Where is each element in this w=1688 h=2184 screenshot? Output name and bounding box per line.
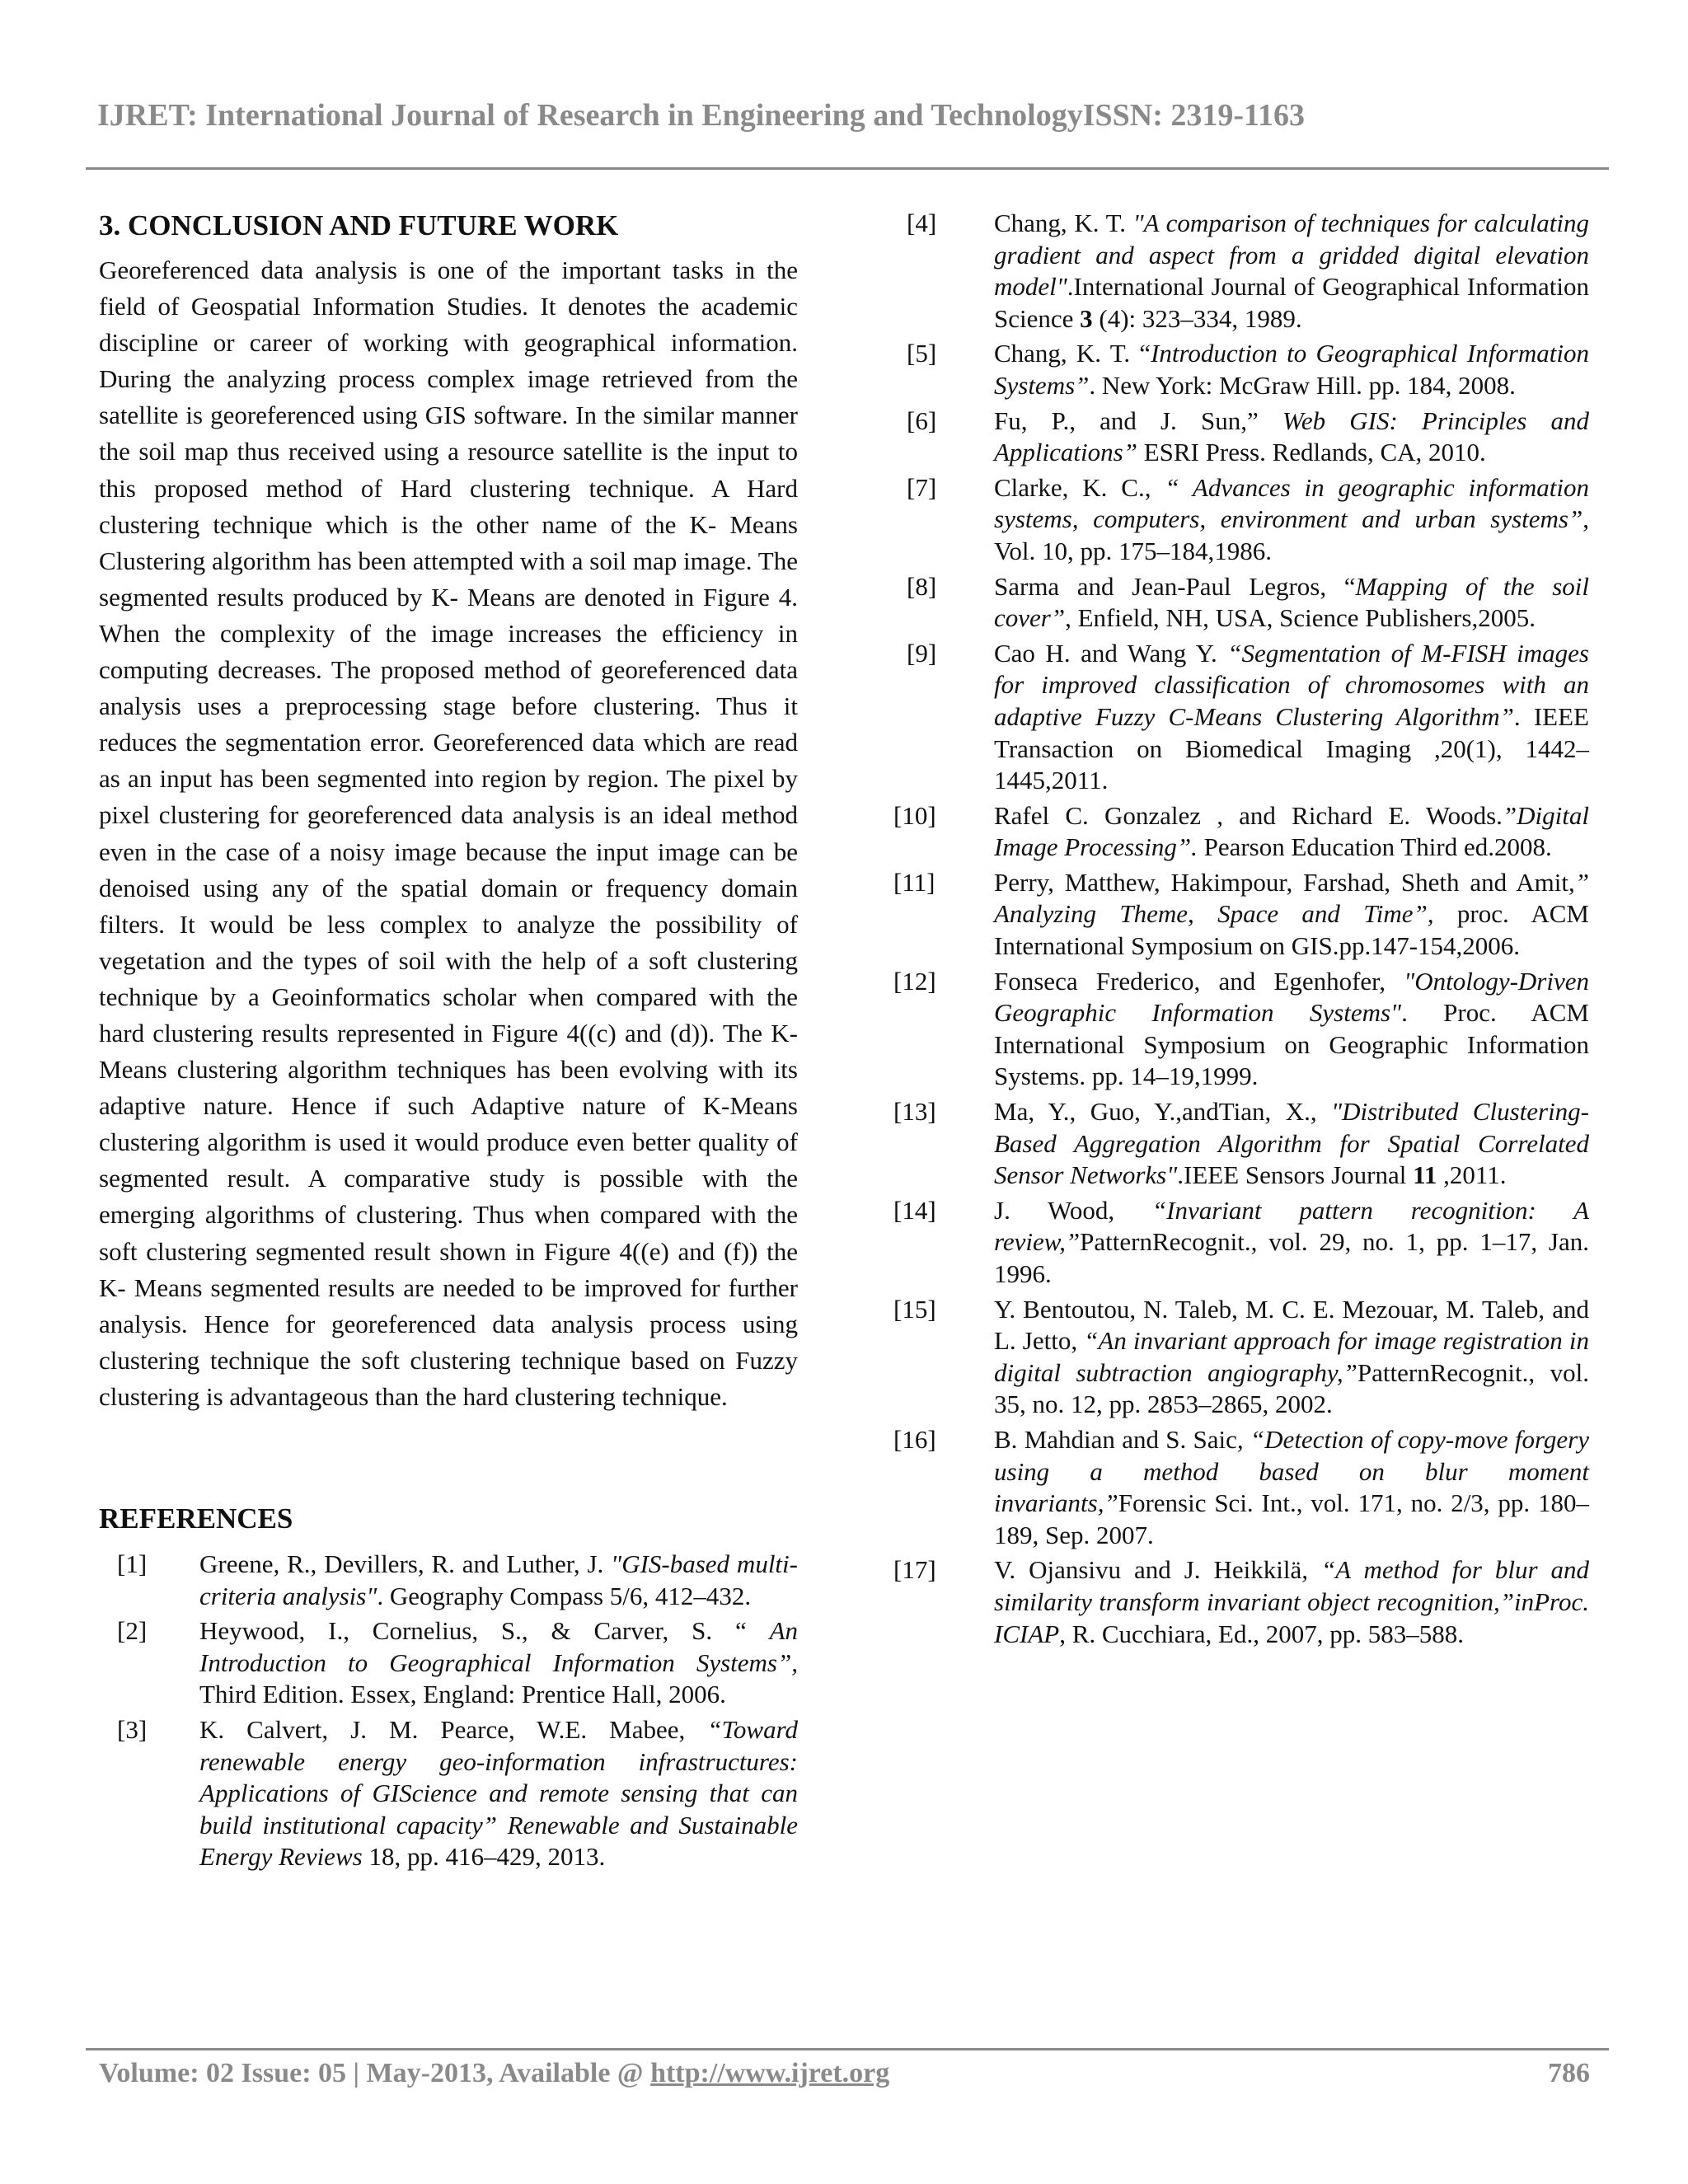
reference-title: “Segmentation of M-FISH images for improved classification of chromosomes with an adaptive Fuzzy C-Means Clustering Algorithm”	[994, 638, 1589, 731]
reference-text	[994, 1425, 1589, 1549]
reference-segment: 18, pp. 416–429, 2013.	[362, 1842, 606, 1872]
reference-segment: . Proc. ACM International Symposium on Geographic Information Systems. pp. 14–19,1999.	[994, 998, 1589, 1091]
reference-segment: . New York: McGraw Hill. pp. 184, 2008.	[1089, 370, 1516, 400]
reference-number: [15]	[893, 1294, 936, 1324]
reference-item	[895, 208, 1589, 335]
reference-item	[895, 966, 1589, 1093]
reference-segment: Y. Bentoutou, N. Taleb, M. C. E. Mezouar, M. Taleb, and L. Jetto,	[994, 1294, 1589, 1356]
reference-title: ” Analyzing Theme, Space and Time”,	[994, 867, 1589, 929]
section-heading: 3. CONCLUSION AND FUTURE WORK	[99, 209, 619, 241]
footer-volume	[99, 2058, 889, 2089]
reference-title: , “Detection of copy-move forgery using a method based on blur moment invariants,”	[994, 1424, 1589, 1518]
reference-text	[199, 1616, 798, 1708]
reference-segment: ,2011.	[1437, 1160, 1507, 1190]
reference-segment: Fonseca Frederico, and Egenhofer,	[994, 966, 1404, 996]
reference-title: “Invariant pattern recognition: A review,”	[994, 1195, 1590, 1257]
reference-segment: J. Wood,	[994, 1195, 1152, 1225]
reference-number: [12]	[893, 966, 936, 996]
reference-number: [7]	[907, 472, 937, 502]
reference-segment: Sarma and Jean-Paul Legros, “	[994, 571, 1356, 601]
reference-item	[99, 1714, 798, 1873]
reference-title: Mapping of the soil cover”	[994, 571, 1589, 633]
reference-segment: Forensic Sci. Int., vol. 171, no. 2/3, pp. 180–189, Sep. 2007.	[994, 1488, 1589, 1549]
reference-number: [17]	[893, 1555, 936, 1585]
reference-segment: . Geography Compass 5/6, 412–432.	[377, 1581, 752, 1610]
reference-text	[994, 209, 1589, 333]
reference-volume: 3	[1080, 303, 1093, 333]
reference-segment: proc. ACM International Symposium on GIS.pp.147-154,2006.	[994, 899, 1589, 961]
reference-segment: . IEEE Transaction on Biomedical Imaging ,20(1), 1442–1445,2011.	[994, 701, 1589, 795]
reference-segment: Chang, K. T. “	[994, 339, 1151, 368]
reference-segment: V. Ojansivu and J. Heikkilä	[994, 1555, 1302, 1585]
reference-segment: (4): 323–334, 1989.	[1092, 303, 1302, 333]
reference-segment: .International Journal of Geographical Information Science	[994, 272, 1589, 333]
reference-number: [9]	[907, 638, 937, 668]
reference-segment: .IEEE Sensors Journal	[1177, 1160, 1414, 1190]
reference-segment: Greene, R., Devillers, R. and Luther, J.	[199, 1549, 612, 1578]
reference-number: [5]	[907, 339, 937, 368]
reference-item	[99, 1615, 798, 1711]
reference-number: [10]	[893, 800, 936, 830]
reference-title: , “A method for blur and similarity transform invariant object recognition,”inProc. ICIAP	[994, 1555, 1589, 1648]
reference-list-right	[895, 208, 1589, 1650]
footer-divider	[86, 2048, 1609, 2050]
reference-item	[895, 1294, 1589, 1421]
reference-text	[994, 572, 1589, 633]
reference-item	[895, 638, 1589, 797]
header-divider	[86, 167, 1609, 170]
reference-volume: 11	[1413, 1160, 1437, 1190]
reference-text	[994, 473, 1589, 565]
reference-segment: B. Mahdian and S. Saic	[994, 1424, 1237, 1454]
reference-item	[895, 1424, 1589, 1551]
reference-segment: , R. Cucchiara, Ed., 2007, pp. 583–588.	[1059, 1619, 1464, 1648]
reference-segment: PatternRecognit., vol. 35, no. 12, pp. 2853–2865, 2002.	[994, 1357, 1589, 1419]
reference-item	[895, 867, 1589, 963]
reference-title: “Toward renewable energy geo-information infrastructures: Applications of GIScience and remote sensing that can build institutional capacity” Renewable and Sustainable Energy Reviews	[199, 1714, 798, 1872]
reference-title: "Distributed Clustering-Based Aggregation Algorithm for Spatial Correlated Sensor Networks"	[994, 1097, 1589, 1190]
reference-title: “An invariant approach for image registration in digital subtraction angiography,”	[994, 1326, 1589, 1387]
reference-text	[994, 1555, 1589, 1647]
reference-number: [8]	[907, 571, 937, 601]
reference-text	[994, 639, 1589, 794]
reference-item	[895, 800, 1589, 864]
reference-segment: Third Edition. Essex, England: Prentice Hall, 2006.	[199, 1680, 726, 1709]
page-number: 786	[1548, 2058, 1590, 2088]
reference-segment: Heywood, I., Cornelius, S., & Carver, S. “	[199, 1616, 770, 1646]
references-heading: REFERENCES	[99, 1502, 293, 1535]
reference-number: [3]	[117, 1714, 148, 1744]
reference-number: [11]	[893, 867, 935, 897]
reference-segment: , Enfield, NH, USA, Science Publishers,2005.	[1065, 603, 1536, 633]
reference-number: [16]	[893, 1424, 936, 1454]
reference-title: "GIS-based multi-criteria analysis"	[199, 1549, 798, 1610]
reference-number: [4]	[907, 209, 937, 237]
reference-segment: Perry, Matthew, Hakimpour, Farshad, Sheth and Amit,	[994, 867, 1575, 897]
reference-item	[895, 338, 1589, 401]
reference-text	[994, 339, 1589, 400]
reference-number: [13]	[893, 1097, 936, 1127]
reference-segment: K. Calvert, J. M. Pearce, W.E. Mabee,	[199, 1714, 708, 1744]
reference-title: Web GIS: Principles and Applications”	[994, 405, 1589, 467]
footer-volume-text: Volume: 02 Issue: 05 | May-2013, Available @	[99, 2058, 651, 2088]
reference-item	[895, 571, 1589, 635]
reference-title: "A comparison of techniques for calculating gradient and aspect from a gridded digital elevation model"	[994, 209, 1590, 302]
reference-text	[994, 1196, 1589, 1288]
conclusion-paragraph: Georeferenced data analysis is one of the important tasks in the field of Geospatial Information Studies. It denotes the academic discipline or career of working with geographical information. During the analyzing process complex image retrieved from the satellite is georeferenced using GIS software. In the similar manner the soil map thus received using a resource satellite is the input to this proposed method of Hard clustering technique. A Hard clustering technique which is the other name of the K- Means Clustering algorithm has been attempted with a soil map image. The segmented results produced by K- Means are denoted in Figure 4. When the complexity of the image increases the efficiency in computing decreases. The proposed method of georeferenced data analysis uses a preprocessing stage before clustering. Thus it reduces the segmentation error. Georeferenced data which are read as an input has been segmented into region by region. The pixel by pixel clustering for georeferenced data analysis is an ideal method even in the case of a noisy image because the input image can be denoised using any of the spatial domain or frequency domain filters. It would be less complex to analyze the possibility of vegetation and the types of soil with the help of a soft clustering technique by a Geoinformatics scholar when compared with the hard clustering results represented in Figure 4((c) and (d)). The K-Means clustering algorithm techniques has been evolving with its adaptive nature. Hence if such Adaptive nature of K-Means clustering algorithm is used it would produce even better quality of segmented result. A comparative study is possible with the emerging algorithms of clustering. Thus when compared with the soft clustering segmented result shown in Figure 4((e) and (f)) the K- Means segmented results are needed to be improved for further analysis. Hence for georeferenced data analysis process using clustering technique the soft clustering technique based on Fuzzy clustering is advantageous than the hard clustering technique.	[99, 255, 798, 1411]
reference-item	[895, 1554, 1589, 1650]
right-column	[895, 208, 1589, 1653]
reference-text	[994, 801, 1589, 862]
journal-link[interactable]: http://www.ijret.org	[650, 2058, 890, 2088]
reference-list-left	[99, 1549, 798, 1873]
reference-segment: Ma, Y., Guo, Y.,andTian, X.,	[994, 1097, 1332, 1127]
reference-text	[994, 967, 1589, 1091]
reference-number: [2]	[117, 1616, 148, 1646]
reference-text	[199, 1715, 798, 1871]
reference-segment: Pearson Education Third ed.2008.	[1197, 832, 1552, 862]
reference-text	[199, 1549, 798, 1610]
reference-segment: Rafel C. Gonzalez , and Richard E. Woods.	[994, 800, 1503, 830]
reference-item	[895, 1096, 1589, 1192]
reference-title: ”Digital Image Processing”.	[994, 800, 1589, 862]
reference-segment: Cao H. and Wang Y.	[994, 638, 1228, 668]
reference-segment: Chang, K. T.	[994, 209, 1133, 237]
reference-item	[99, 1549, 798, 1612]
reference-title: An Introduction to Geographical Information Systems”,	[199, 1616, 798, 1677]
reference-text	[994, 868, 1589, 960]
reference-item	[895, 405, 1589, 469]
reference-segment: ESRI Press. Redlands, CA, 2010.	[1137, 438, 1486, 467]
reference-segment: Clarke, K. C.,	[994, 472, 1165, 502]
reference-item	[895, 1195, 1589, 1291]
reference-text	[994, 406, 1589, 467]
reference-text	[994, 1097, 1589, 1189]
reference-number: [6]	[907, 405, 937, 435]
reference-title: Introduction to Geographical Information Systems”	[994, 339, 1589, 400]
journal-header: IJRET: International Journal of Research in Engineering and TechnologyISSN: 2319-1163	[97, 98, 1305, 133]
reference-item	[895, 472, 1589, 568]
reference-text	[994, 1295, 1589, 1419]
reference-title: “ Advances in geographic information systems, computers, environment and urban systems”	[994, 472, 1589, 534]
reference-segment: PatternRecognit., vol. 29, no. 1, pp. 1–17, Jan. 1996.	[994, 1227, 1589, 1288]
reference-segment: Fu, P., and J. Sun,”	[994, 405, 1282, 435]
reference-number: [1]	[117, 1549, 148, 1578]
reference-number: [14]	[893, 1195, 936, 1225]
reference-segment: , Vol. 10, pp. 175–184,1986.	[994, 504, 1589, 565]
reference-title: "Ontology-Driven Geographic Information Systems"	[994, 966, 1589, 1028]
left-column	[99, 208, 798, 1877]
